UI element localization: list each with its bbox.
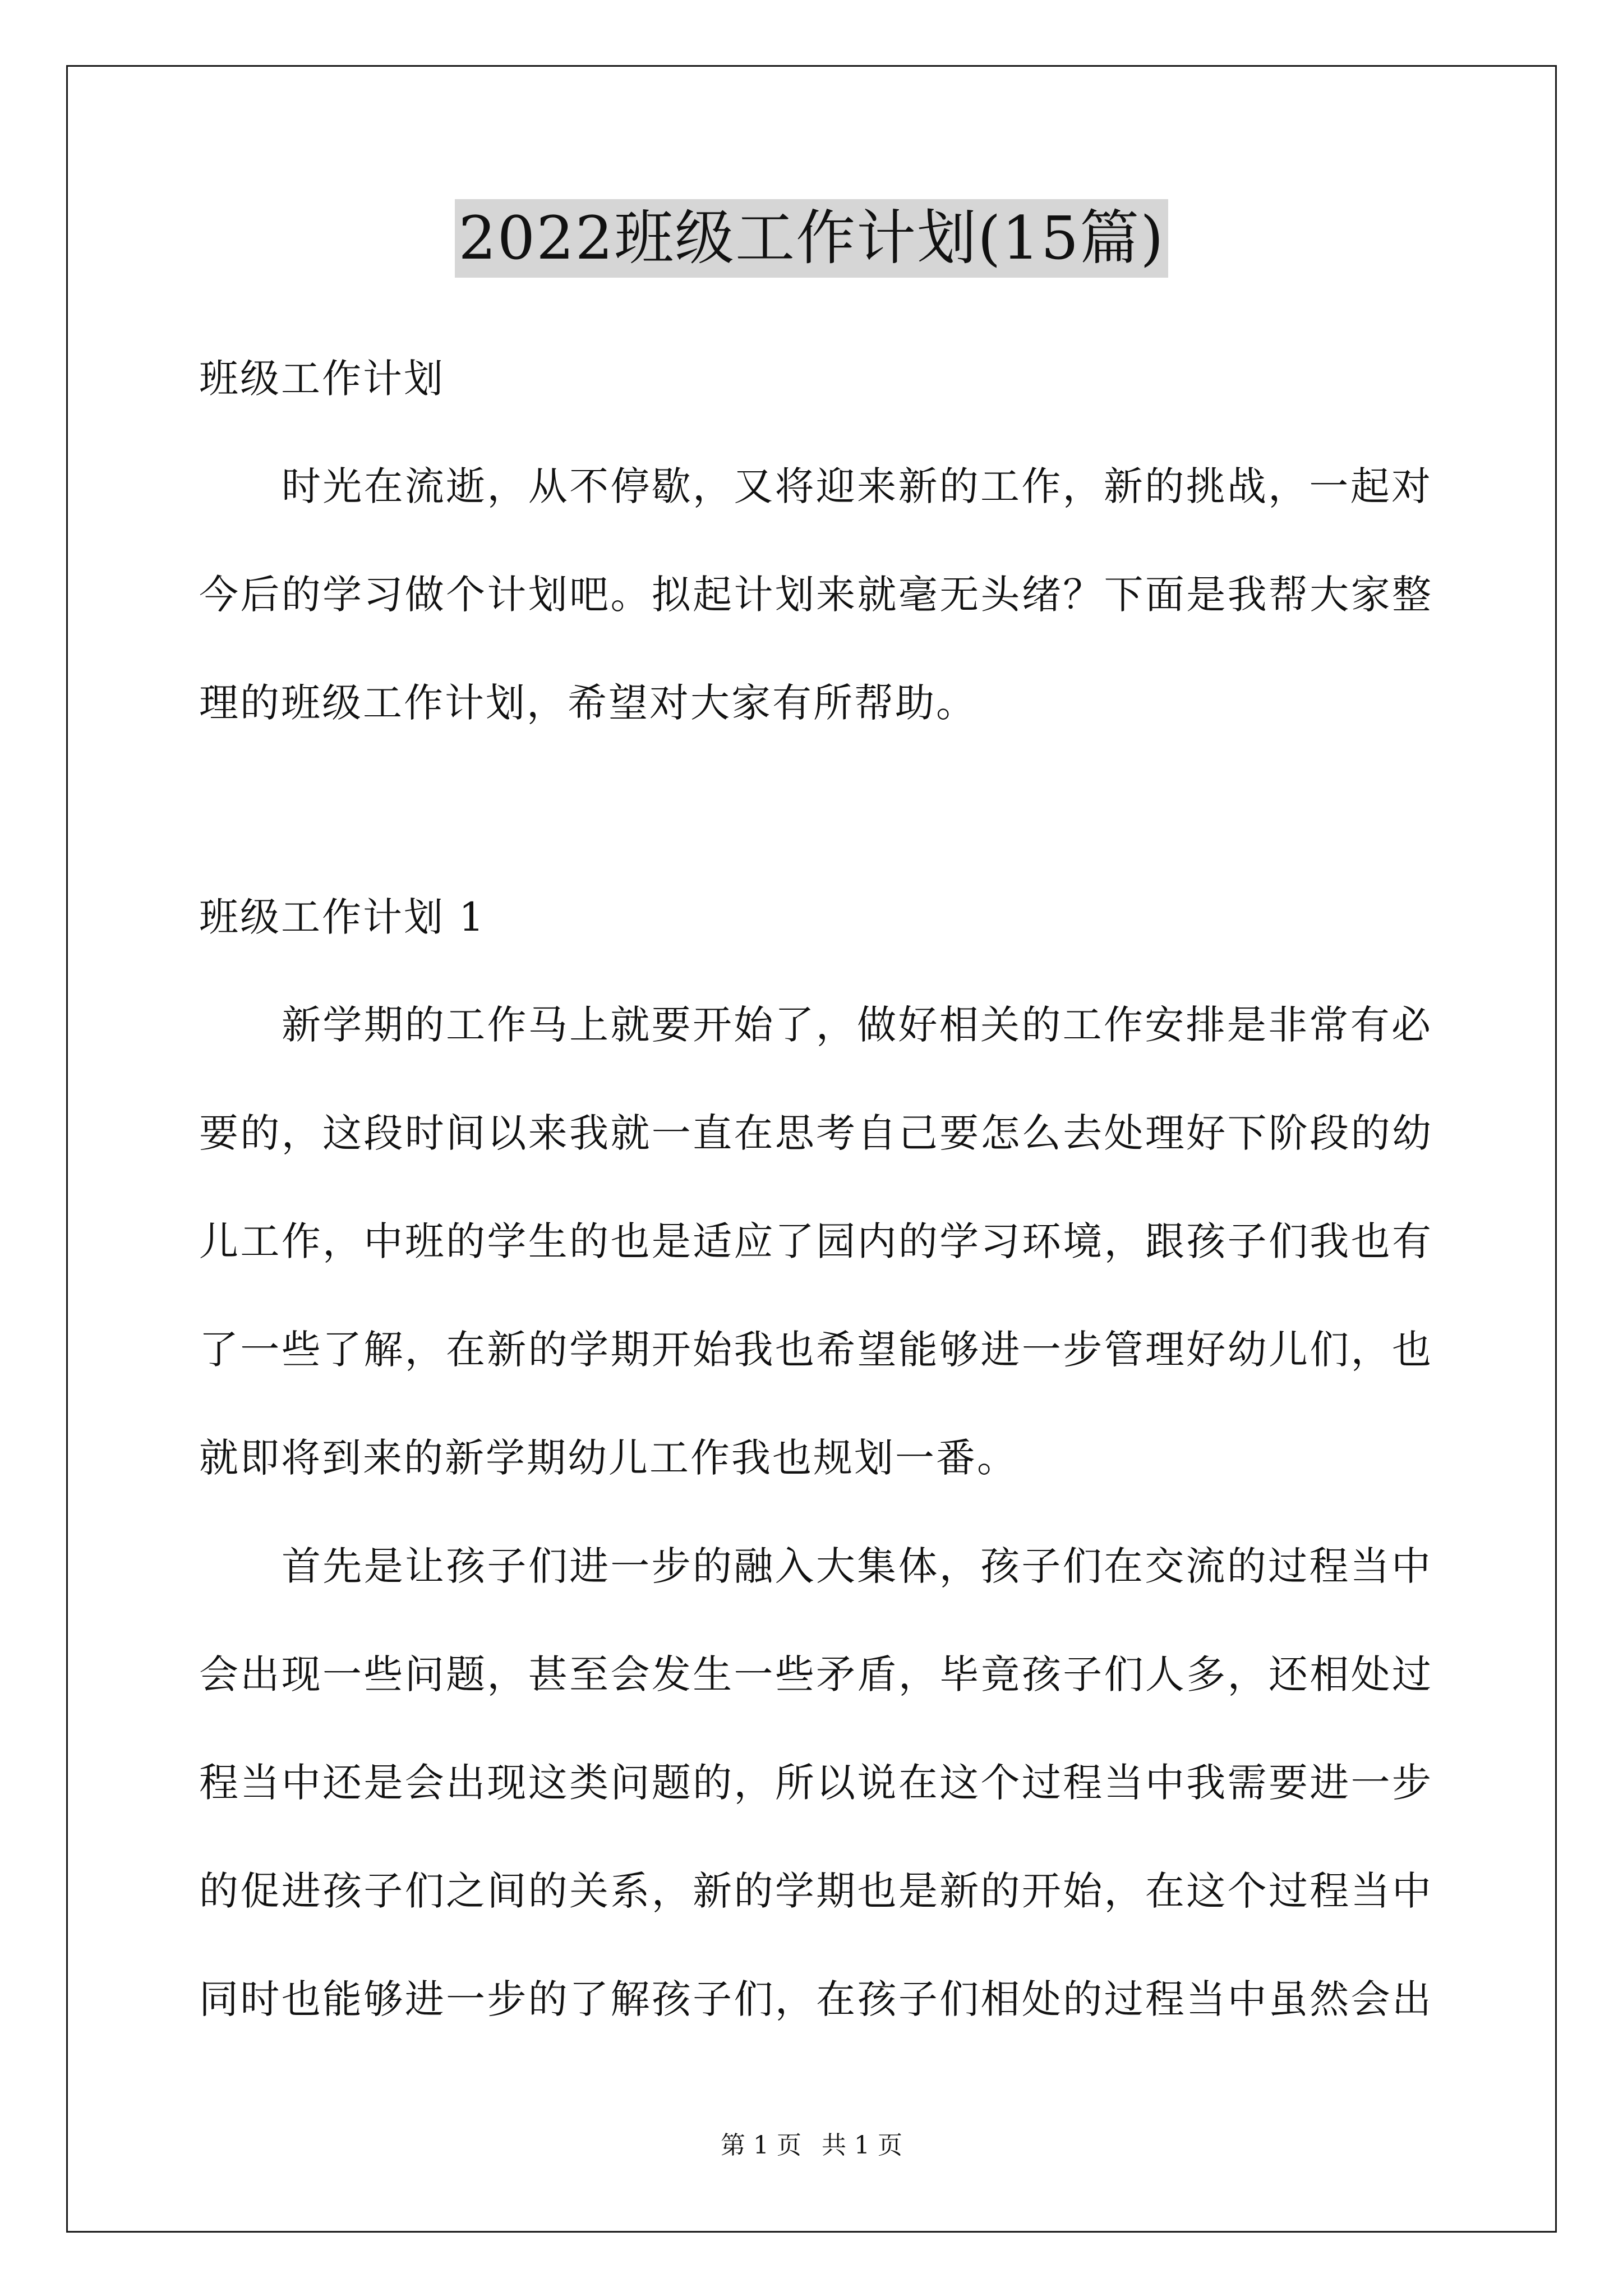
section-heading: 班级工作计划 1 [199,894,486,940]
page-footer [0,2129,1623,2162]
paragraph-line: 的促进孩子们之间的关系，新的学期也是新的开始，在这个过程当中 [199,1868,1433,1914]
intro-line: 今后的学习做个计划吧。拟起计划来就毫无头绪？下面是我帮大家整 [199,572,1433,618]
document-title: 2022班级工作计划(15篇) [455,199,1168,278]
intro-line: 理的班级工作计划，希望对大家有所帮助。 [199,680,977,726]
page-number-total: 共 1 页 [822,2131,902,2160]
paragraph-line: 了一些了解，在新的学期开始我也希望能够进一步管理好幼儿们，也 [199,1327,1433,1373]
page-number-current: 第 1 页 [721,2131,801,2160]
paragraph-line: 同时也能够进一步的了解孩子们，在孩子们相处的过程当中虽然会出 [199,1976,1433,2022]
paragraph-line: 新学期的工作马上就要开始了，做好相关的工作安排是非常有必 [282,1002,1432,1048]
title-container [0,199,1623,278]
intro-heading: 班级工作计划 [199,356,445,402]
paragraph-line: 要的，这段时间以来我就一直在思考自己要怎么去处理好下阶段的幼 [199,1110,1433,1156]
paragraph-line: 首先是让孩子们进一步的融入大集体，孩子们在交流的过程当中 [282,1543,1432,1589]
intro-line: 时光在流逝，从不停歇，又将迎来新的工作，新的挑战，一起对 [282,463,1432,509]
paragraph-line: 程当中还是会出现这类问题的，所以说在这个过程当中我需要进一步 [199,1760,1433,1806]
paragraph-line: 就即将到来的新学期幼儿工作我也规划一番。 [199,1435,1018,1481]
paragraph-line: 儿工作，中班的学生的也是适应了园内的学习环境，跟孩子们我也有 [199,1218,1433,1264]
paragraph-line: 会出现一些问题，甚至会发生一些矛盾，毕竟孩子们人多，还相处过 [199,1651,1433,1697]
